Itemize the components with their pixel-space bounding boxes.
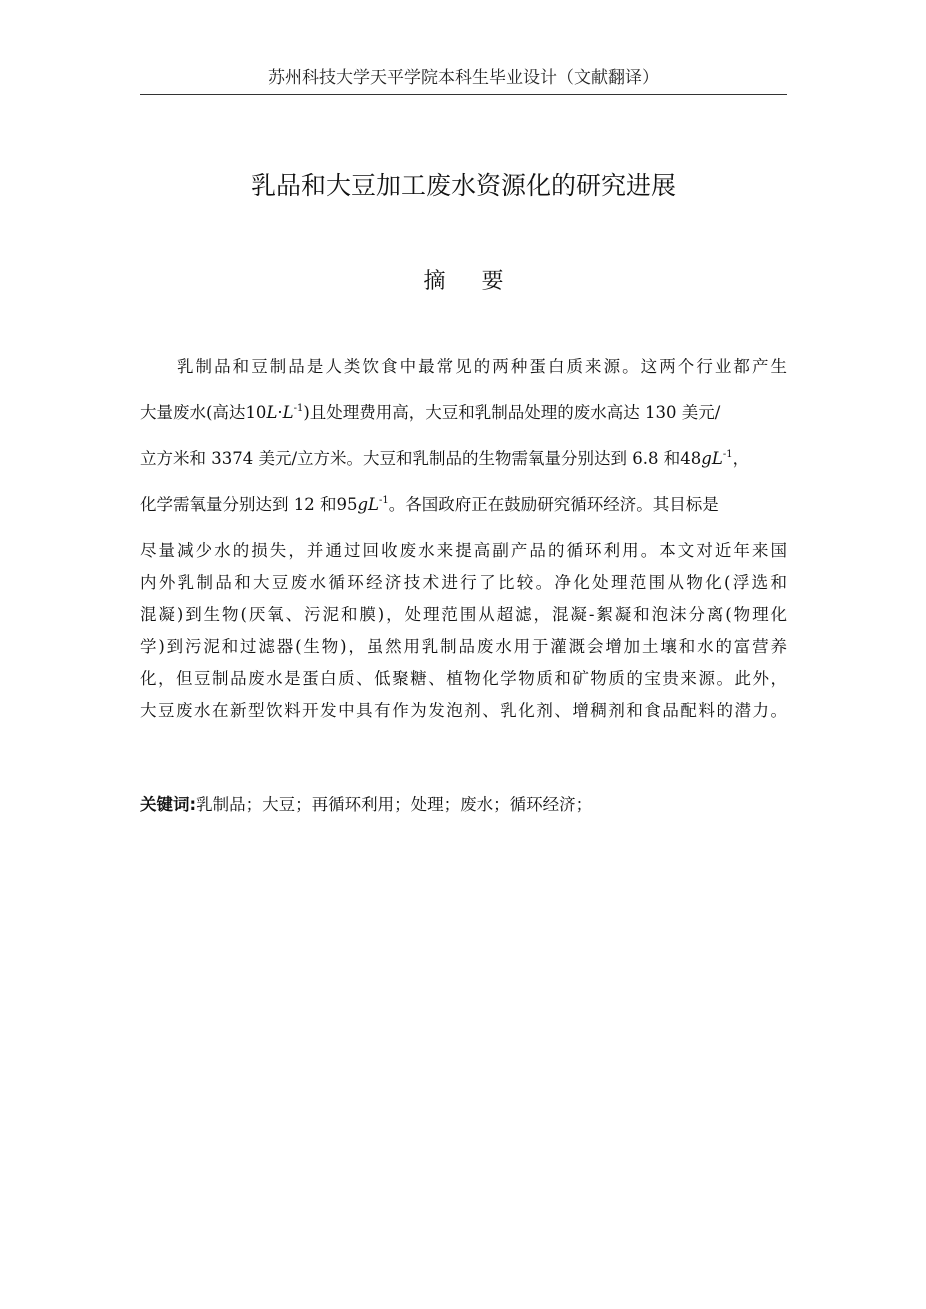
abstract-text: 化学需氧量分别达到 12 和: [140, 495, 337, 514]
abstract-line: [140, 401, 787, 425]
abstract-line: 化，但豆制品废水是蛋白质、低聚糖、植物化学物质和矿物质的宝贵来源。此外，: [140, 669, 787, 688]
abstract-line: 学)到污泥和过滤器(生物)，虽然用乳制品废水用于灌溉会增加土壤和水的富营养: [140, 637, 787, 656]
abstract-line: 乳制品和豆制品是人类饮食中最常见的两种蛋白质来源。这两个行业都产生: [177, 357, 787, 376]
abstract-line: [140, 447, 787, 471]
abstract-text: ，: [732, 449, 750, 468]
math-unit: L: [282, 403, 294, 422]
abstract-body: [140, 355, 787, 723]
abstract-heading: 摘要: [423, 269, 540, 294]
inline-number: 10: [245, 403, 267, 422]
inline-number: 95: [336, 495, 358, 514]
math-exponent: -1: [379, 495, 389, 506]
running-header: 苏州科技大学天平学院本科生毕业设计（文献翻译）: [268, 68, 659, 88]
math-unit: L: [266, 403, 278, 422]
keywords-text: 乳制品；大豆；再循环利用；处理；废水；循环经济；: [196, 795, 593, 814]
math-operator: ·: [277, 403, 283, 422]
header-rule: [140, 94, 787, 95]
math-unit: gL: [357, 495, 380, 514]
math-exponent: -1: [722, 449, 733, 460]
inline-number: 48: [680, 449, 702, 468]
abstract-text: 大量废水(高达: [140, 403, 246, 422]
abstract-line: [140, 493, 787, 517]
abstract-text: )且处理费用高，大豆和乳制品处理的废水高达 130 美元/: [303, 403, 721, 422]
document-title: 乳品和大豆加工废水资源化的研究进展: [250, 171, 676, 200]
math-exponent: -1: [293, 403, 304, 414]
keywords-line: [140, 793, 787, 817]
abstract-text: 立方米和 3374 美元/立方米。大豆和乳制品的生物需氧量分别达到 6.8 和: [140, 449, 681, 468]
abstract-line: 内外乳制品和大豆废水循环经济技术进行了比较。净化处理范围从物化(浮选和: [140, 573, 787, 592]
abstract-text: 。各国政府正在鼓励研究循环经济。其目标是: [388, 495, 719, 514]
keywords-label: 关键词:: [140, 795, 197, 814]
abstract-line: 混凝)到生物(厌氧、污泥和膜)，处理范围从超滤，混凝-絮凝和泡沫分离(物理化: [140, 605, 787, 624]
abstract-line: 大豆废水在新型饮料开发中具有作为发泡剂、乳化剂、增稠剂和食品配料的潜力。: [140, 701, 787, 720]
abstract-line: 尽量减少水的损失，并通过回收废水来提高副产品的循环利用。本文对近年来国: [140, 541, 787, 560]
math-unit: gL: [701, 449, 723, 468]
